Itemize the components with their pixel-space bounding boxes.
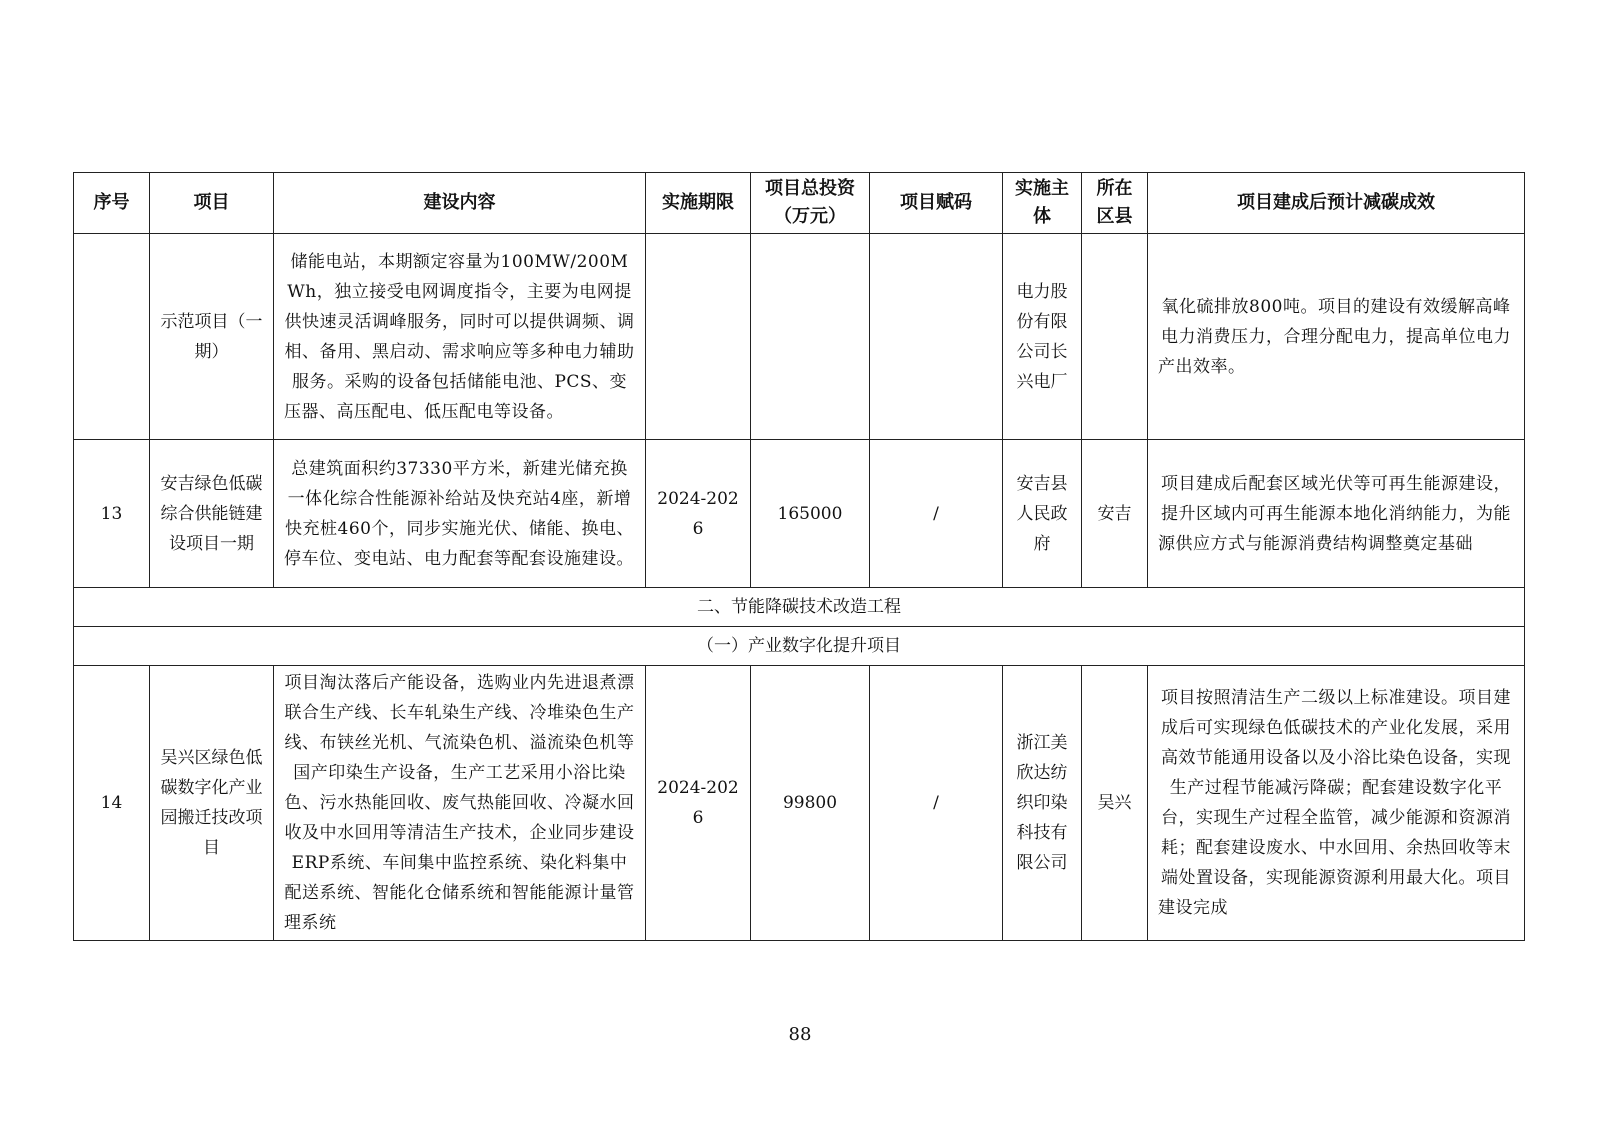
header-investment: 项目总投资（万元） bbox=[751, 173, 870, 234]
header-content: 建设内容 bbox=[274, 173, 646, 234]
subsection-title: （一）产业数字化提升项目 bbox=[74, 627, 1525, 666]
row-content: 项目淘汰落后产能设备，选购业内先进退煮漂联合生产线、长车轧染生产线、冷堆染色生产线、布铗丝光机、气流染色机、溢流染色机等国产印染生产设备，生产工艺采用小浴比染色、污水热能回收、废气热能回收、冷凝水回收及中水回用等清洁生产技术，企业同步建设ERP系统、车间集中监控系统、染化料集中配送系统、智能化仓储系统和智能能源计量管理系统 bbox=[274, 666, 646, 941]
header-period: 实施期限 bbox=[646, 173, 751, 234]
row-code bbox=[870, 234, 1003, 440]
header-row bbox=[74, 173, 1525, 234]
row-investment bbox=[751, 234, 870, 440]
row-code: / bbox=[870, 440, 1003, 588]
row-district: 安吉 bbox=[1082, 440, 1148, 588]
row-content: 总建筑面积约37330平方米，新建光储充换一体化综合性能源补给站及快充站4座，新增快充桩460个，同步实施光伏、储能、换电、停车位、变电站、电力配套等配套设施建设。 bbox=[274, 440, 646, 588]
row-period: 2024-2026 bbox=[646, 666, 751, 941]
row-seq: 13 bbox=[74, 440, 150, 588]
section-row bbox=[74, 588, 1525, 627]
header-effect: 项目建成后预计减碳成效 bbox=[1148, 173, 1525, 234]
row-effect: 项目按照清洁生产二级以上标准建设。项目建成后可实现绿色低碳技术的产业化发展，采用高效节能通用设备以及小浴比染色设备，实现生产过程节能减污降碳；配套建设数字化平台，实现生产过程全监管，减少能源和资源消耗；配套建设废水、中水回用、余热回收等末端处置设备，实现能源资源利用最大化。项目建设完成 bbox=[1148, 666, 1525, 941]
row-project: 安吉绿色低碳综合供能链建设项目一期 bbox=[150, 440, 274, 588]
row-project: 吴兴区绿色低碳数字化产业园搬迁技改项目 bbox=[150, 666, 274, 941]
project-table bbox=[73, 172, 1525, 941]
row-seq bbox=[74, 234, 150, 440]
row-project: 示范项目（一期） bbox=[150, 234, 274, 440]
row-investment: 165000 bbox=[751, 440, 870, 588]
row-effect: 氧化硫排放800吨。项目的建设有效缓解高峰电力消费压力，合理分配电力，提高单位电力产出效率。 bbox=[1148, 234, 1525, 440]
row-content: 储能电站，本期额定容量为100MW/200MWh，独立接受电网调度指令，主要为电网提供快速灵活调峰服务，同时可以提供调频、调相、备用、黑启动、需求响应等多种电力辅助服务。采购的设备包括储能电池、PCS、变压器、高压配电、低压配电等设备。 bbox=[274, 234, 646, 440]
section-title: 二、节能降碳技术改造工程 bbox=[74, 588, 1525, 627]
row-entity: 浙江美欣达纺织印染科技有限公司 bbox=[1003, 666, 1082, 941]
row-effect: 项目建成后配套区域光伏等可再生能源建设，提升区域内可再生能源本地化消纳能力，为能源供应方式与能源消费结构调整奠定基础 bbox=[1148, 440, 1525, 588]
row-district: 吴兴 bbox=[1082, 666, 1148, 941]
page-number: 88 bbox=[788, 1024, 812, 1045]
table-row bbox=[74, 440, 1525, 588]
row-code: / bbox=[870, 666, 1003, 941]
row-entity: 电力股份有限公司长兴电厂 bbox=[1003, 234, 1082, 440]
row-seq: 14 bbox=[74, 666, 150, 941]
header-entity: 实施主体 bbox=[1003, 173, 1082, 234]
subsection-row bbox=[74, 627, 1525, 666]
row-period: 2024-2026 bbox=[646, 440, 751, 588]
row-district bbox=[1082, 234, 1148, 440]
header-code: 项目赋码 bbox=[870, 173, 1003, 234]
header-district: 所在区县 bbox=[1082, 173, 1148, 234]
table-row bbox=[74, 666, 1525, 941]
table-row bbox=[74, 234, 1525, 440]
row-investment: 99800 bbox=[751, 666, 870, 941]
header-project: 项目 bbox=[150, 173, 274, 234]
row-period bbox=[646, 234, 751, 440]
header-seq: 序号 bbox=[74, 173, 150, 234]
row-entity: 安吉县人民政府 bbox=[1003, 440, 1082, 588]
